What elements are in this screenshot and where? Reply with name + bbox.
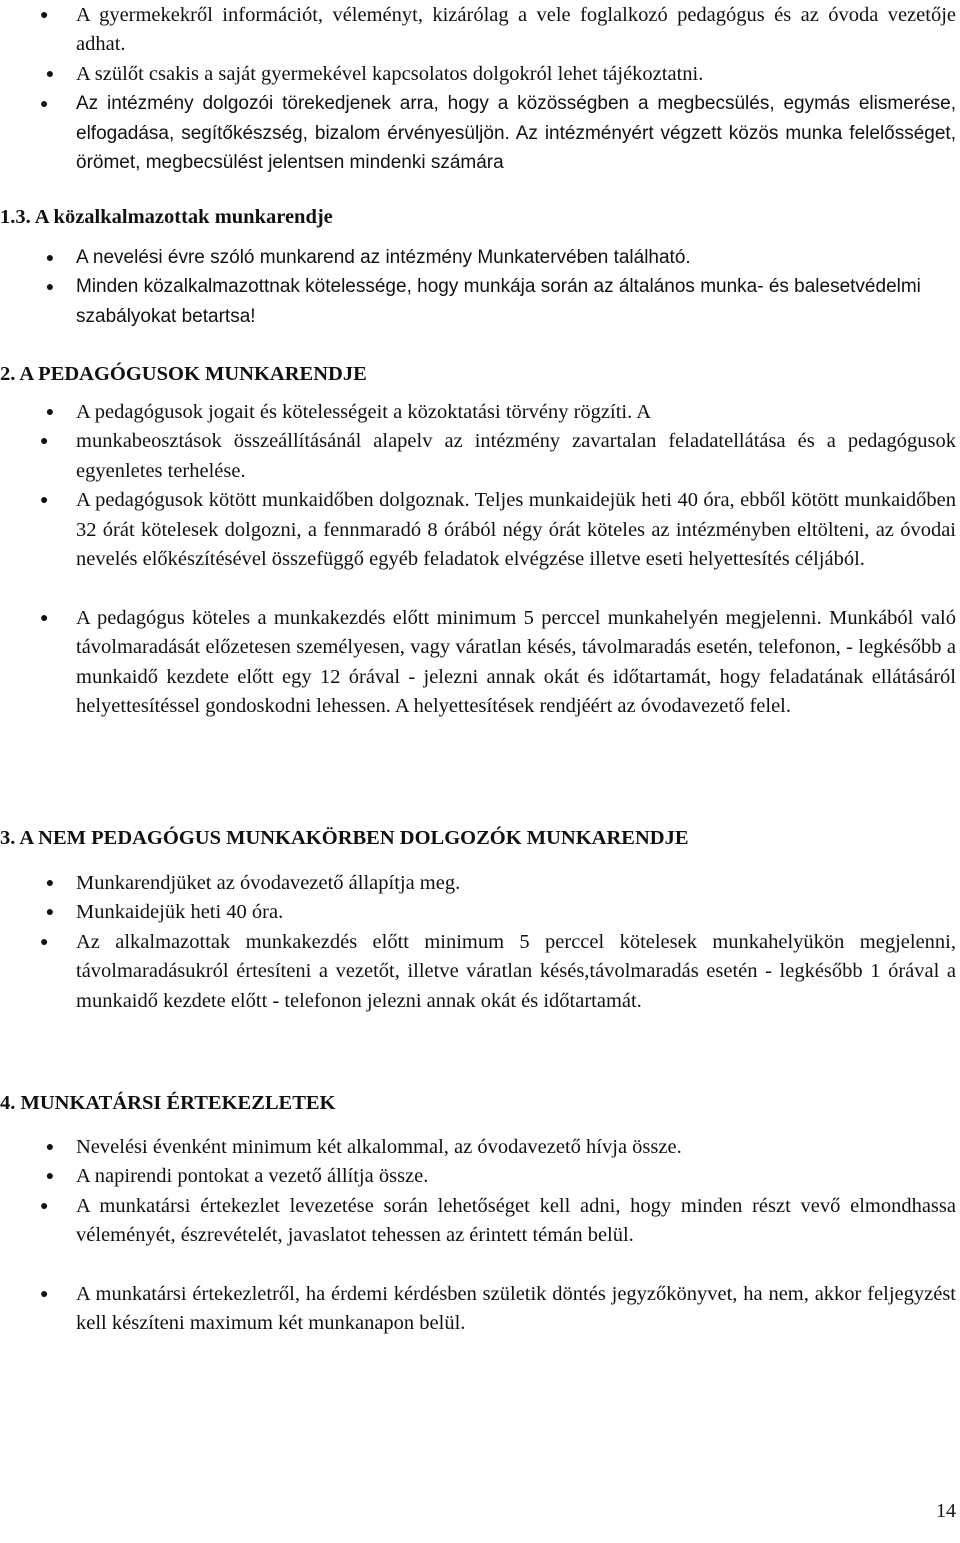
list-item-text: Munkarendjüket az óvodavezető állapítja meg.	[76, 872, 461, 894]
list-item-text: A pedagógusok jogait és kötelességeit a közoktatási törvény rögzíti. A	[76, 401, 652, 423]
list-item	[0, 1192, 960, 1280]
list-item	[0, 869, 960, 898]
bullet-icon: ●	[45, 278, 55, 295]
list-item	[0, 1280, 960, 1339]
list-item	[0, 928, 960, 1046]
list-item-text: A szülőt csakis a saját gyermekével kapcsolatos dolgokról lehet tájékoztatni.	[76, 62, 704, 85]
list-item-text: A munkatársi értekezletről, ha érdemi kérdésben születik döntés jegyzőkönyvet, ha nem, akkor feljegyzést kell készíteni maximum két munkanapon belül.	[76, 1282, 956, 1335]
list-item	[0, 1133, 960, 1162]
list-item	[0, 272, 960, 331]
list-item	[0, 604, 960, 780]
list-item	[0, 427, 960, 486]
list-item	[0, 486, 960, 604]
bullet-icon: ●	[45, 876, 55, 891]
section-heading-1-3: 1.3. A közalkalmazottak munkarendje	[0, 206, 333, 228]
bullet-icon: ●	[45, 1140, 55, 1155]
list-item	[0, 898, 960, 927]
bullet-icon: ●	[40, 610, 49, 626]
section-4-list	[0, 1133, 960, 1339]
bullet-icon: ●	[45, 905, 55, 921]
list-item	[0, 1162, 960, 1191]
bullet-icon: ●	[45, 249, 55, 265]
list-item-text: A pedagógus köteles a munkakezdés előtt minimum 5 perccel munkahelyén megjelenni. Munkából való távolmaradását előzetesen személyesen, vagy váratlan késés, távolmaradás esetén, telefonon, - legkésőbb a munkaidő kezdete előtt egy 12 órával - jelezni annak okát és időtartamát, hogy feladatának ellátásáról helyettesítéssel gondoskodni lehessen. A helyettesítések rendjéért az óvodavezető felel.	[76, 606, 956, 717]
bullet-icon: ●	[40, 934, 49, 950]
list-item	[0, 398, 960, 427]
list-item-text: A nevelési évre szóló munkarend az intézmény Munkatervében található.	[76, 247, 691, 268]
list-item-text: A pedagógusok kötött munkaidőben dolgoznak. Teljes munkaidejük heti 40 óra, ebből kötött munkaidőben 32 órát kötelesek dolgozni, a fennmaradó 8 órából négy órát köteles az intézményben eltölteni, az óvodai nevelés előkészítésével összefüggő egyéb feladatok elvégzése illetve eseti helyettesítés céljából.	[76, 489, 956, 570]
list-item-text: Az intézmény dolgozói törekedjenek arra, hogy a közösségben a megbecsülés, egymás elismerése, elfogadása, segítőkészség, bizalom érvényesüljön. Az intézményért végzett közös munka felelősséget, örömet, megbecsülést jelentsen mindenki számára	[76, 93, 956, 173]
list-item	[0, 60, 960, 89]
bullet-icon: ●	[40, 95, 49, 112]
intro-list	[0, 1, 960, 177]
list-item-text: Minden közalkalmazottnak kötelessége, hogy munkája során az általános munka- és balesetvédelmi szabályokat betartsa!	[76, 276, 921, 327]
bullet-icon: ●	[40, 1286, 49, 1302]
list-item-text: Nevelési évenként minimum két alkalommal, az óvodavezető hívja össze.	[76, 1136, 682, 1158]
list-item-text: A gyermekekről információt, véleményt, kizárólag a vele foglalkozó pedagógus és az óvoda vezetője adhat.	[76, 4, 956, 56]
section-1-3-list	[0, 243, 960, 331]
page-number: 14	[936, 1500, 956, 1522]
list-item-text: Az alkalmazottak munkakezdés előtt minimum 5 perccel kötelesek munkahelyükön megjelenni, távolmaradásukról értesíteni a vezetőt, illetve váratlan késés,távolmaradás esetén - legkésőbb 1 órával a munkaidő kezdete előtt - telefonon jelezni annak okát és időtartamát.	[76, 930, 956, 1012]
section-3-list	[0, 869, 960, 1045]
bullet-icon: ●	[40, 493, 49, 509]
list-item	[0, 1, 960, 60]
list-item	[0, 89, 960, 177]
list-item-text: Munkaidejük heti 40 óra.	[76, 901, 284, 924]
list-item	[0, 243, 960, 272]
section-2-list	[0, 398, 960, 780]
bullet-icon: ●	[40, 434, 49, 450]
bullet-icon: ●	[45, 1169, 55, 1185]
section-heading-4: 4. MUNKATÁRSI ÉRTEKEZLETEK	[0, 1092, 336, 1114]
bullet-icon: ●	[45, 66, 55, 82]
list-item-text: A munkatársi értekezlet levezetése során lehetőséget kell adni, hogy minden részt vevő elmondhassa véleményét, észrevételét, javaslatot tehessen az érintett témán belül.	[76, 1194, 956, 1247]
bullet-icon: ●	[40, 1198, 49, 1214]
section-heading-3: 3. A NEM PEDAGÓGUS MUNKAKÖRBEN DOLGOZÓK MUNKARENDJE	[0, 827, 689, 849]
bullet-icon: ●	[40, 8, 49, 23]
bullet-icon: ●	[45, 405, 55, 420]
section-heading-2: 2. A PEDAGÓGUSOK MUNKARENDJE	[0, 363, 367, 385]
list-item-text: munkabeosztások összeállításánál alapelv az intézmény zavartalan feladatellátása és a pedagógusok egyenletes terhelése.	[76, 430, 956, 482]
list-item-text: A napirendi pontokat a vezető állítja össze.	[76, 1165, 429, 1188]
